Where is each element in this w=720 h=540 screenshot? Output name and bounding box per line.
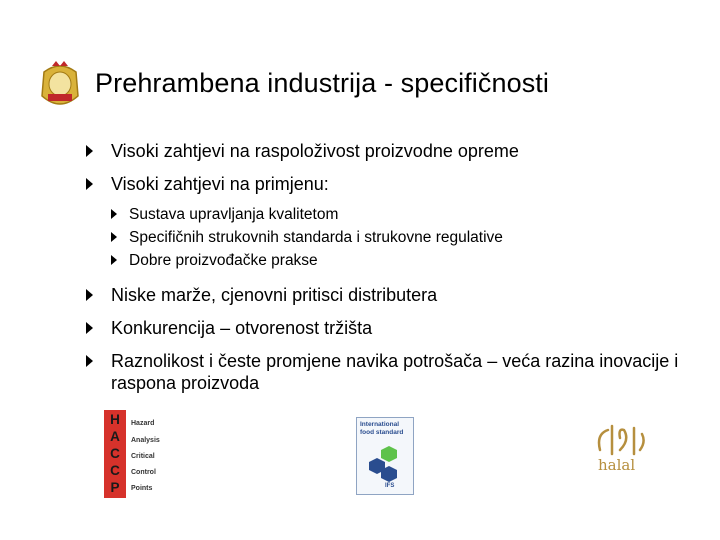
bullet-arrow-icon [86, 178, 93, 190]
bullet-item [86, 317, 686, 339]
sub-bullet-list [86, 203, 686, 272]
sub-bullet-item [111, 226, 686, 249]
haccp-word: Control [131, 469, 156, 476]
bullet-item [86, 350, 686, 394]
bullet-arrow-icon [86, 355, 93, 367]
bullet-item [86, 140, 686, 162]
haccp-letter: C [110, 446, 120, 461]
bullet-text: Konkurencija – otvorenost tržišta [111, 318, 373, 338]
halal-word: halal [598, 456, 636, 474]
bullet-text: Visoki zahtjevi na raspoloživost proizvodne opreme [111, 141, 519, 161]
sub-bullet-item [111, 203, 686, 226]
ifs-hexagons-icon [365, 444, 401, 488]
haccp-letter: C [110, 463, 120, 478]
sub-bullet-arrow-icon [111, 209, 117, 219]
bullet-text: Visoki zahtjevi na primjenu: [111, 174, 329, 194]
ifs-mark: IFS [385, 483, 395, 489]
haccp-letter: H [110, 412, 120, 427]
haccp-word: Hazard [131, 420, 155, 427]
slide-title: Prehrambena industrija - specifičnosti [95, 68, 550, 98]
sub-bullet-text: Dobre proizvođačke prakse [129, 252, 318, 269]
bullet-text: Niske marže, cjenovni pritisci distributera [111, 285, 438, 305]
haccp-letter: P [110, 480, 120, 495]
bullet-arrow-icon [86, 322, 93, 334]
sub-bullet-text: Specifičnih strukovnih standarda i strukovne regulative [129, 229, 503, 246]
haccp-word: Points [131, 485, 153, 492]
haccp-word: Critical [131, 453, 155, 460]
haccp-logo [104, 410, 194, 500]
ifs-heading: International food standard [360, 421, 404, 436]
bullet-arrow-icon [86, 289, 93, 301]
bullet-item [86, 173, 686, 195]
haccp-letter: A [110, 429, 120, 444]
bullet-item [86, 284, 686, 306]
sub-bullet-item [111, 249, 686, 272]
ifs-logo [356, 417, 414, 495]
corner-badge-logo [38, 58, 82, 114]
haccp-word: Analysis [131, 437, 160, 444]
halal-logo [590, 420, 650, 490]
sub-bullet-arrow-icon [111, 255, 117, 265]
bullet-arrow-icon [86, 145, 93, 157]
sub-bullet-arrow-icon [111, 232, 117, 242]
sub-bullet-text: Sustava upravljanja kvalitetom [129, 206, 339, 223]
bullet-list [86, 140, 686, 405]
halal-arabic-script-icon [590, 420, 650, 460]
bullet-text: Raznolikost i česte promjene navika potrošača – veća razina inovacije i raspona proizvoda [111, 351, 679, 393]
